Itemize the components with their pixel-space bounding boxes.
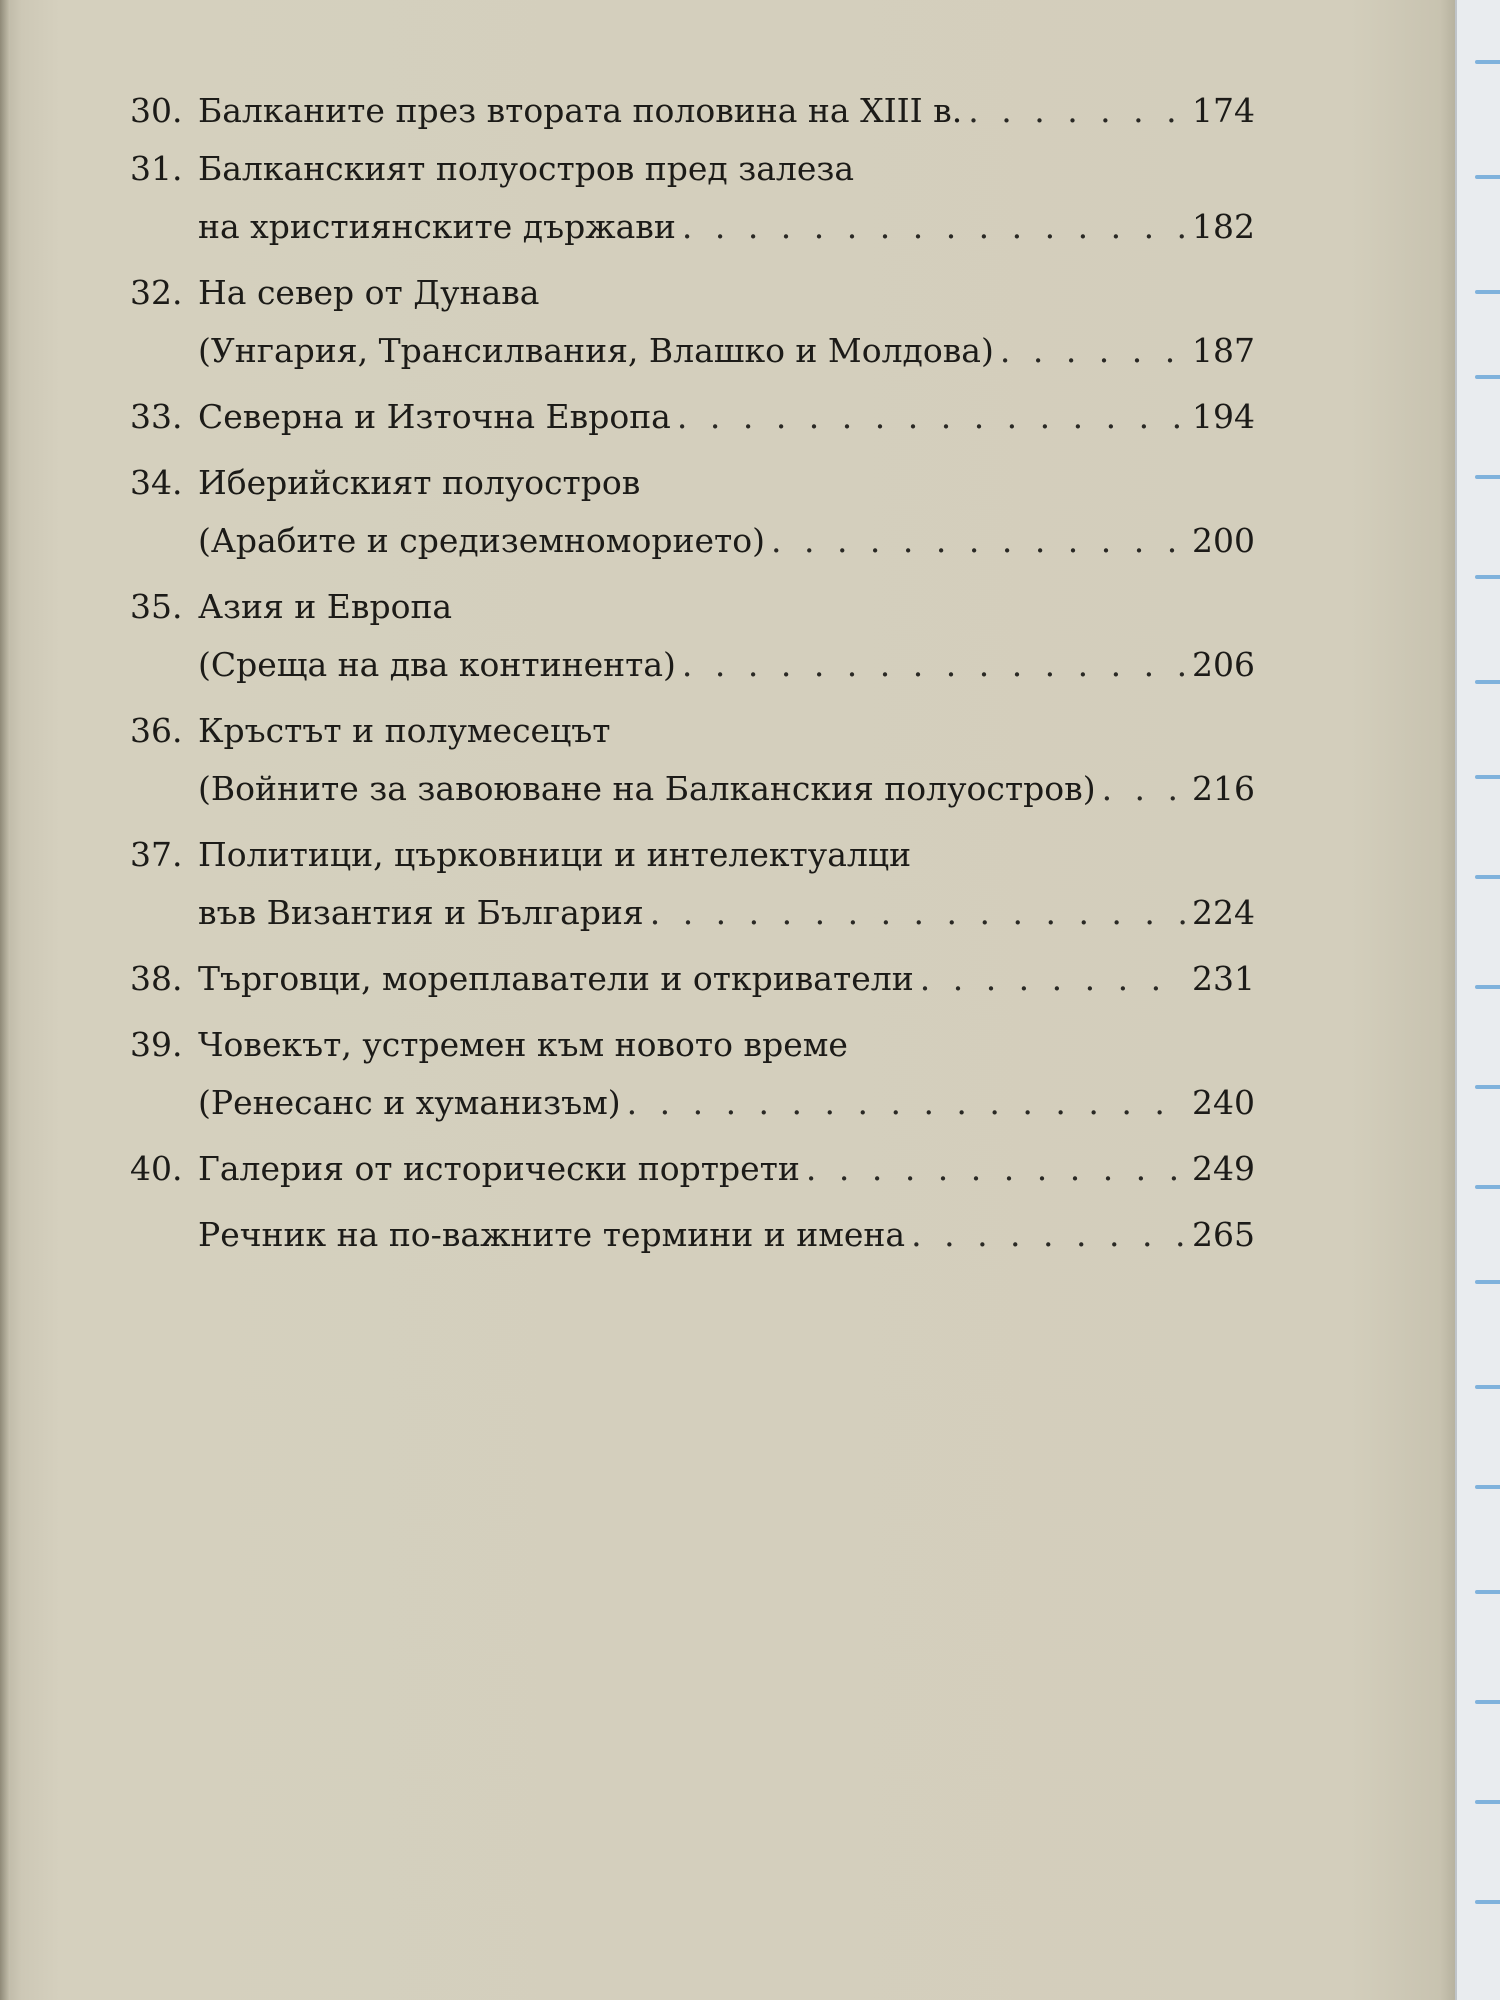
toc-entry-number: 34. — [130, 463, 183, 502]
toc-entry-page: 187 — [1192, 331, 1255, 370]
notebook-rule-line — [1475, 1590, 1500, 1594]
toc-entry-title: Човекът, устремен към новото време — [198, 1025, 848, 1064]
notebook-rule-line — [1475, 985, 1500, 989]
notebook-rule-line — [1475, 775, 1500, 779]
notebook-rule-line — [1475, 1280, 1500, 1284]
toc-entry-34-continued — [130, 512, 1255, 570]
toc-entry-title: Кръстът и полумесецът — [198, 711, 611, 750]
toc-entry-number: 39. — [130, 1025, 183, 1064]
toc-leader-dots — [771, 512, 1186, 570]
toc-leader-dots — [968, 82, 1186, 140]
toc-entry-38 — [130, 950, 1255, 1008]
toc-entry-36-continued — [130, 760, 1255, 818]
toc-entry-33 — [130, 388, 1255, 446]
toc-entry-32-continued — [130, 322, 1255, 380]
toc-entry-page: 200 — [1192, 521, 1255, 560]
toc-entry-page: 206 — [1192, 645, 1255, 684]
toc-entry-glossary — [130, 1206, 1255, 1264]
toc-entry-title: Балканите през втората половина на XIII в. — [198, 91, 963, 130]
notebook-rule-line — [1475, 1185, 1500, 1189]
notebook-rule-line — [1475, 1700, 1500, 1704]
toc-entry-36 — [130, 702, 1255, 760]
toc-leader-dots — [627, 1074, 1186, 1132]
toc-entry-number: 33. — [130, 397, 183, 436]
notebook-rule-line — [1475, 575, 1500, 579]
toc-entry-31-continued — [130, 198, 1255, 256]
toc-entry-37 — [130, 826, 1255, 884]
toc-entry-title-continued: (Войните за завоюване на Балканския полуостров) — [198, 769, 1096, 808]
toc-entry-title-continued: (Арабите и средиземноморието) — [198, 521, 765, 560]
toc-entry-number: 38. — [130, 959, 183, 998]
toc-entry-page: 231 — [1192, 959, 1255, 998]
toc-entry-number: 32. — [130, 273, 183, 312]
toc-entry-39-continued — [130, 1074, 1255, 1132]
notebook-rule-line — [1475, 1085, 1500, 1089]
notebook-rule-line — [1475, 1385, 1500, 1389]
page-spine-shadow — [0, 0, 10, 2000]
toc-entry-title: Балканският полуостров пред залеза — [198, 149, 855, 188]
toc-entry-title: Иберийският полуостров — [198, 463, 641, 502]
toc-entry-page: 194 — [1192, 397, 1255, 436]
toc-leader-dots — [911, 1206, 1186, 1264]
toc-entry-title: Северна и Източна Европа — [198, 397, 671, 436]
toc-entry-31 — [130, 140, 1255, 198]
toc-entry-title: Галерия от исторически портрети — [198, 1149, 800, 1188]
toc-entry-35 — [130, 578, 1255, 636]
notebook-rule-line — [1475, 875, 1500, 879]
toc-leader-dots — [1102, 760, 1186, 818]
toc-entry-page: 249 — [1192, 1149, 1255, 1188]
notebook-rule-line — [1475, 1485, 1500, 1489]
toc-entry-page: 265 — [1192, 1215, 1255, 1254]
toc-leader-dots — [682, 198, 1186, 256]
toc-entry-number: 37. — [130, 835, 183, 874]
toc-entry-number: 31. — [130, 149, 183, 188]
toc-entry-number: 30. — [130, 91, 183, 130]
notebook-rule-line — [1475, 475, 1500, 479]
toc-entry-title: На север от Дунава — [198, 273, 540, 312]
toc-entry-title-continued: (Унгария, Трансилвания, Влашко и Молдова) — [198, 331, 994, 370]
toc-leader-dots — [1000, 322, 1186, 380]
notebook-rule-line — [1475, 290, 1500, 294]
toc-entry-title: Търговци, мореплаватели и откриватели — [198, 959, 914, 998]
toc-entry-page: 182 — [1192, 207, 1255, 246]
notebook-edge-background — [1455, 0, 1500, 2000]
toc-entry-32 — [130, 264, 1255, 322]
toc-entry-title-continued: на християнските държави — [198, 207, 676, 246]
toc-leader-dots — [677, 388, 1186, 446]
notebook-rule-line — [1475, 1900, 1500, 1904]
toc-entry-title-continued: във Византия и България — [198, 893, 644, 932]
notebook-rule-line — [1475, 375, 1500, 379]
toc-entry-title-continued: (Среща на два континента) — [198, 645, 676, 684]
notebook-rule-line — [1475, 175, 1500, 179]
table-of-contents — [130, 82, 1255, 1264]
toc-entry-35-continued — [130, 636, 1255, 694]
toc-entry-page: 224 — [1192, 893, 1255, 932]
toc-entry-number: 36. — [130, 711, 183, 750]
toc-leader-dots — [920, 950, 1186, 1008]
toc-entry-39 — [130, 1016, 1255, 1074]
toc-entry-page: 240 — [1192, 1083, 1255, 1122]
toc-entry-37-continued — [130, 884, 1255, 942]
toc-entry-title: Политици, църковници и интелектуалци — [198, 835, 912, 874]
toc-entry-number: 35. — [130, 587, 183, 626]
toc-entry-34 — [130, 454, 1255, 512]
notebook-rule-line — [1475, 1800, 1500, 1804]
notebook-rule-line — [1475, 680, 1500, 684]
toc-entry-title: Речник на по-важните термини и имена — [198, 1215, 906, 1254]
toc-entry-30 — [130, 82, 1255, 140]
toc-entry-title-continued: (Ренесанс и хуманизъм) — [198, 1083, 621, 1122]
toc-entry-page: 174 — [1192, 91, 1255, 130]
toc-entry-number: 40. — [130, 1149, 183, 1188]
toc-entry-40 — [130, 1140, 1255, 1198]
notebook-rule-line — [1475, 60, 1500, 64]
toc-entry-page: 216 — [1192, 769, 1255, 808]
toc-entry-title: Азия и Европа — [198, 587, 453, 626]
toc-leader-dots — [682, 636, 1186, 694]
toc-leader-dots — [806, 1140, 1186, 1198]
toc-leader-dots — [650, 884, 1186, 942]
